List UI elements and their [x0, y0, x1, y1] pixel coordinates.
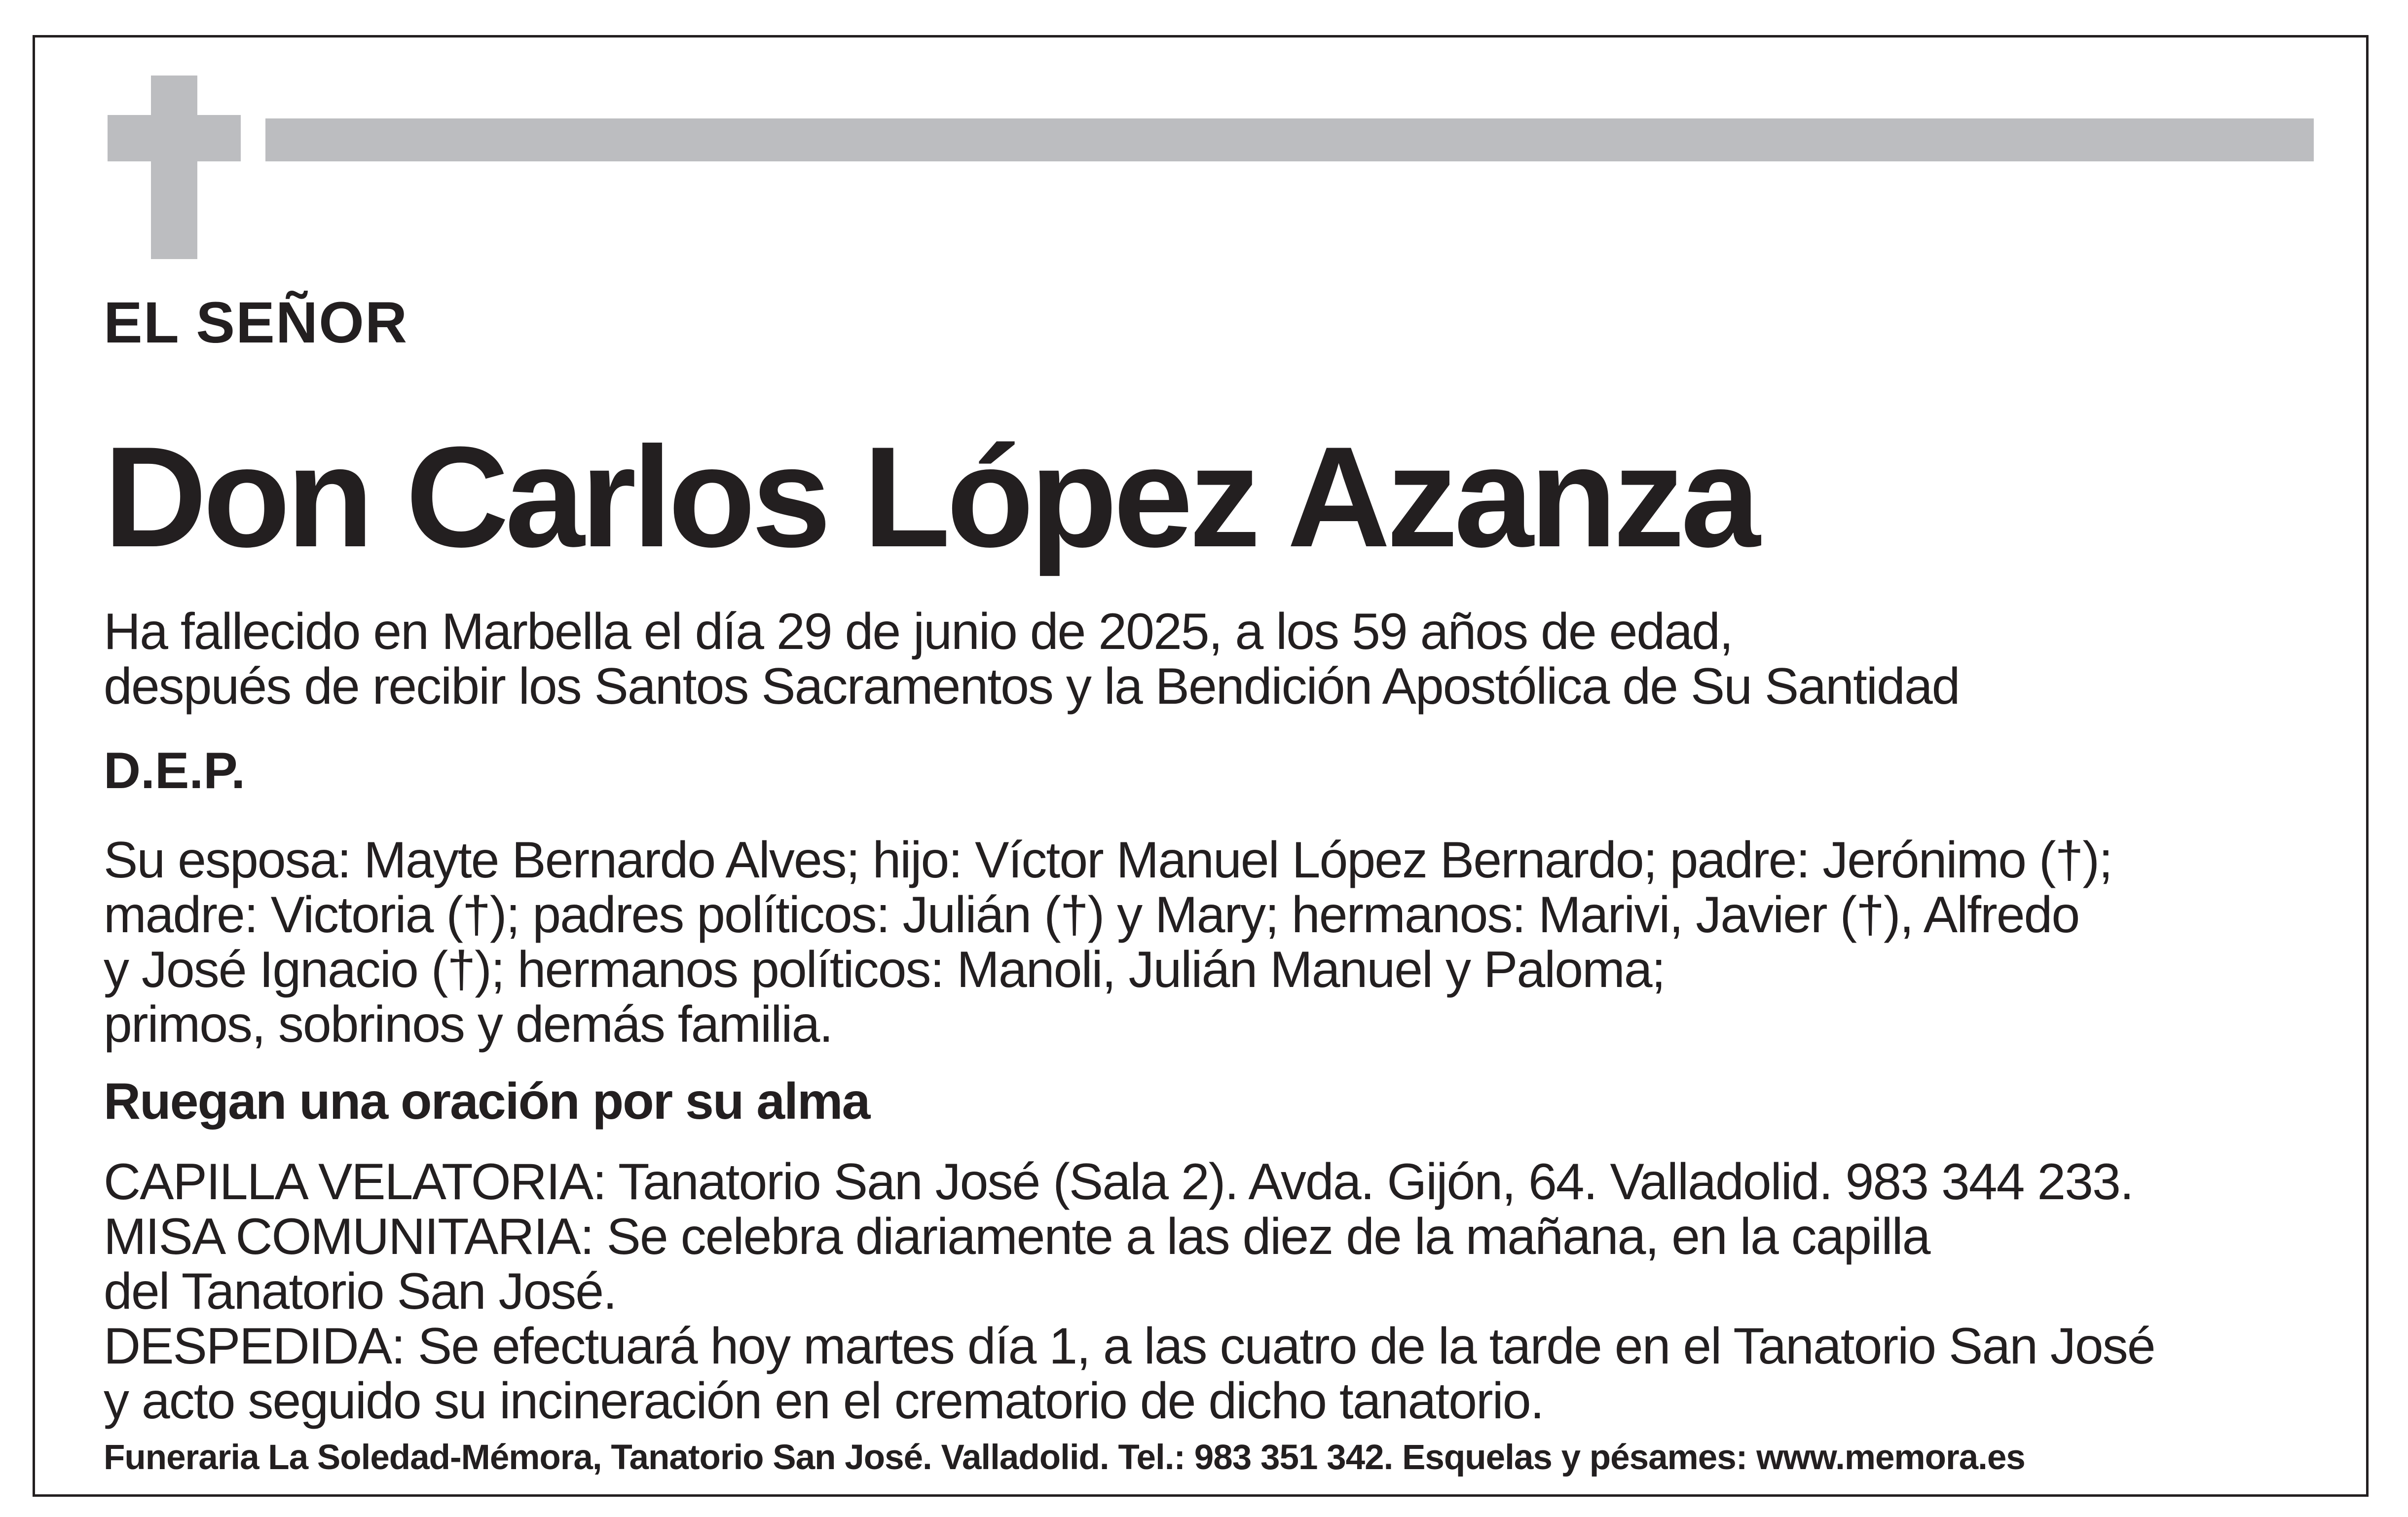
- dep-label: D.E.P.: [104, 742, 246, 799]
- service-line: y acto seguido su incineración en el crematorio de dicho tanatorio.: [104, 1372, 1544, 1430]
- intro-line: después de recibir los Santos Sacramentos y la Bendición Apostólica de Su Santidad: [104, 658, 1960, 715]
- service-line: DESPEDIDA: Se efectuará hoy martes día 1, a las cuatro de la tarde en el Tanatorio San José: [104, 1318, 2155, 1375]
- cross-icon: [151, 76, 197, 259]
- family-line: y José Ignacio (†); hermanos políticos: Manoli, Julián Manuel y Paloma;: [104, 941, 1665, 998]
- family-line: madre: Victoria (†); padres políticos: Julián (†) y Mary; hermanos: Marivi, Javier (†), Alfredo: [104, 886, 2079, 944]
- service-line: del Tanatorio San José.: [104, 1263, 617, 1320]
- intro-line: Ha fallecido en Marbella el día 29 de junio de 2025, a los 59 años de edad,: [104, 603, 1733, 660]
- funeral-home-footer: Funeraria La Soledad-Mémora, Tanatorio San José. Valladolid. Tel.: 983 351 342. Esquelas y pésames: www.memora.es: [104, 1438, 2025, 1477]
- header-rule: [265, 118, 2314, 161]
- service-line: MISA COMUNITARIA: Se celebra diariamente a las diez de la mañana, en la capilla: [104, 1208, 1930, 1265]
- cross-icon-arm: [108, 115, 241, 161]
- service-line: CAPILLA VELATORIA: Tanatorio San José (Sala 2). Avda. Gijón, 64. Valladolid. 983 344 233.: [104, 1153, 2133, 1211]
- honorific: EL SEÑOR: [104, 290, 408, 355]
- service-details: [104, 1155, 2155, 1429]
- family-line: Su esposa: Mayte Bernardo Alves; hijo: Víctor Manuel López Bernardo; padre: Jerónimo (†);: [104, 832, 2112, 889]
- family-list: [104, 833, 2112, 1052]
- prayer-request: Ruegan una oración por su alma: [104, 1073, 870, 1130]
- family-line: primos, sobrinos y demás familia.: [104, 996, 833, 1053]
- intro-text: [104, 605, 1960, 714]
- deceased-name: Don Carlos López Azanza: [104, 417, 1757, 577]
